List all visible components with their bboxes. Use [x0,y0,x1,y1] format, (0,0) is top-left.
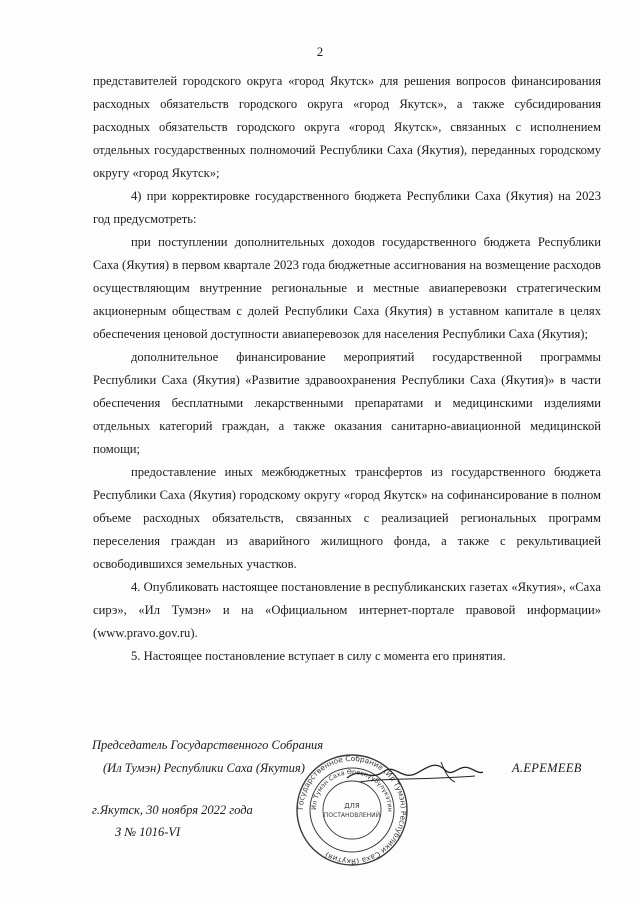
paragraph: 5. Настоящее постановление вступает в силу с момента его принятия. [131,649,506,663]
seal-inner-text: Ил Тумэн Саха Өрөспүүбүлүкэтин [309,767,395,812]
paragraph: 4) при корректировке государственного бюджета Республики Саха (Якутия) на 2023 год предусмотреть: [93,189,601,226]
seal-center-line1: ДЛЯ [344,802,360,810]
paragraph: при поступлении дополнительных доходов государственного бюджета Республики Саха (Якутия) в первом квартале 2023 года бюджетные ассигнования на возмещение расходов осуществляющим внутренние региональные и местные авиаперевозки стратегическим акционерным обществам с долей Республики Саха (Якутия) в уставном капитале в целях обеспечения ценовой доступности авиаперевозок для населения Республики Саха (Якутия); [93,235,601,341]
page-number: 2 [316,44,324,59]
paragraph: 4. Опубликовать настоящее постановление в республиканских газетах «Якутия», «Саха сирэ», «Ил Тумэн» и на «Официальном интернет-портале правовой информации» (www.pravo.gov.ru). [93,580,601,640]
seal-center-line2: ПОСТАНОВЛЕНИЙ [323,812,381,819]
paragraph: представителей городского округа «город Якутск» для решения вопросов финансирования расходных обязательств городского округа «город Якутск», а также субсидирования расходных обязательств городского округа «город Якутск», связанных с исполнением отдельных государственных полномочий Республики Саха (Якутия), переданных городскому округу «город Якутск»; [93,74,601,180]
paragraph: предоставление иных межбюджетных трансфертов из государственного бюджета Республики Саха (Якутия) городскому округу «город Якутск» на софинансирование в полном объеме расходных обязательств, связанных с реализацией региональных программ переселения граждан из аварийного жилищного фонда, а также с рекультивацией освободившихся земельных участков. [93,465,601,571]
place-and-date: г.Якутск, 30 ноября 2022 года [92,803,253,817]
document-body [93,70,601,668]
paragraph: дополнительное финансирование мероприятий государственной программы Республики Саха (Якутия) «Развитие здравоохранения Республики Саха (Якутия)» в части обеспечения бесплатными лекарственными препаратами и медицинскими изделиями отдельных категорий граждан, а также оказания санитарно-авиационной медицинской помощи; [93,350,601,456]
document-number: З № 1016-VI [115,825,181,839]
signatory-name: А.ЕРЕМЕЕВ [512,761,582,775]
seal-outer-text: Государственное Собрание (Ил Тумэн) Республики Саха (Якутия) [295,753,409,867]
signatory-title-line2: (Ил Тумэн) Республики Саха (Якутия) [103,761,305,775]
handwritten-signature [345,752,485,788]
signatory-title-line1: Председатель Государственного Собрания [92,738,324,752]
